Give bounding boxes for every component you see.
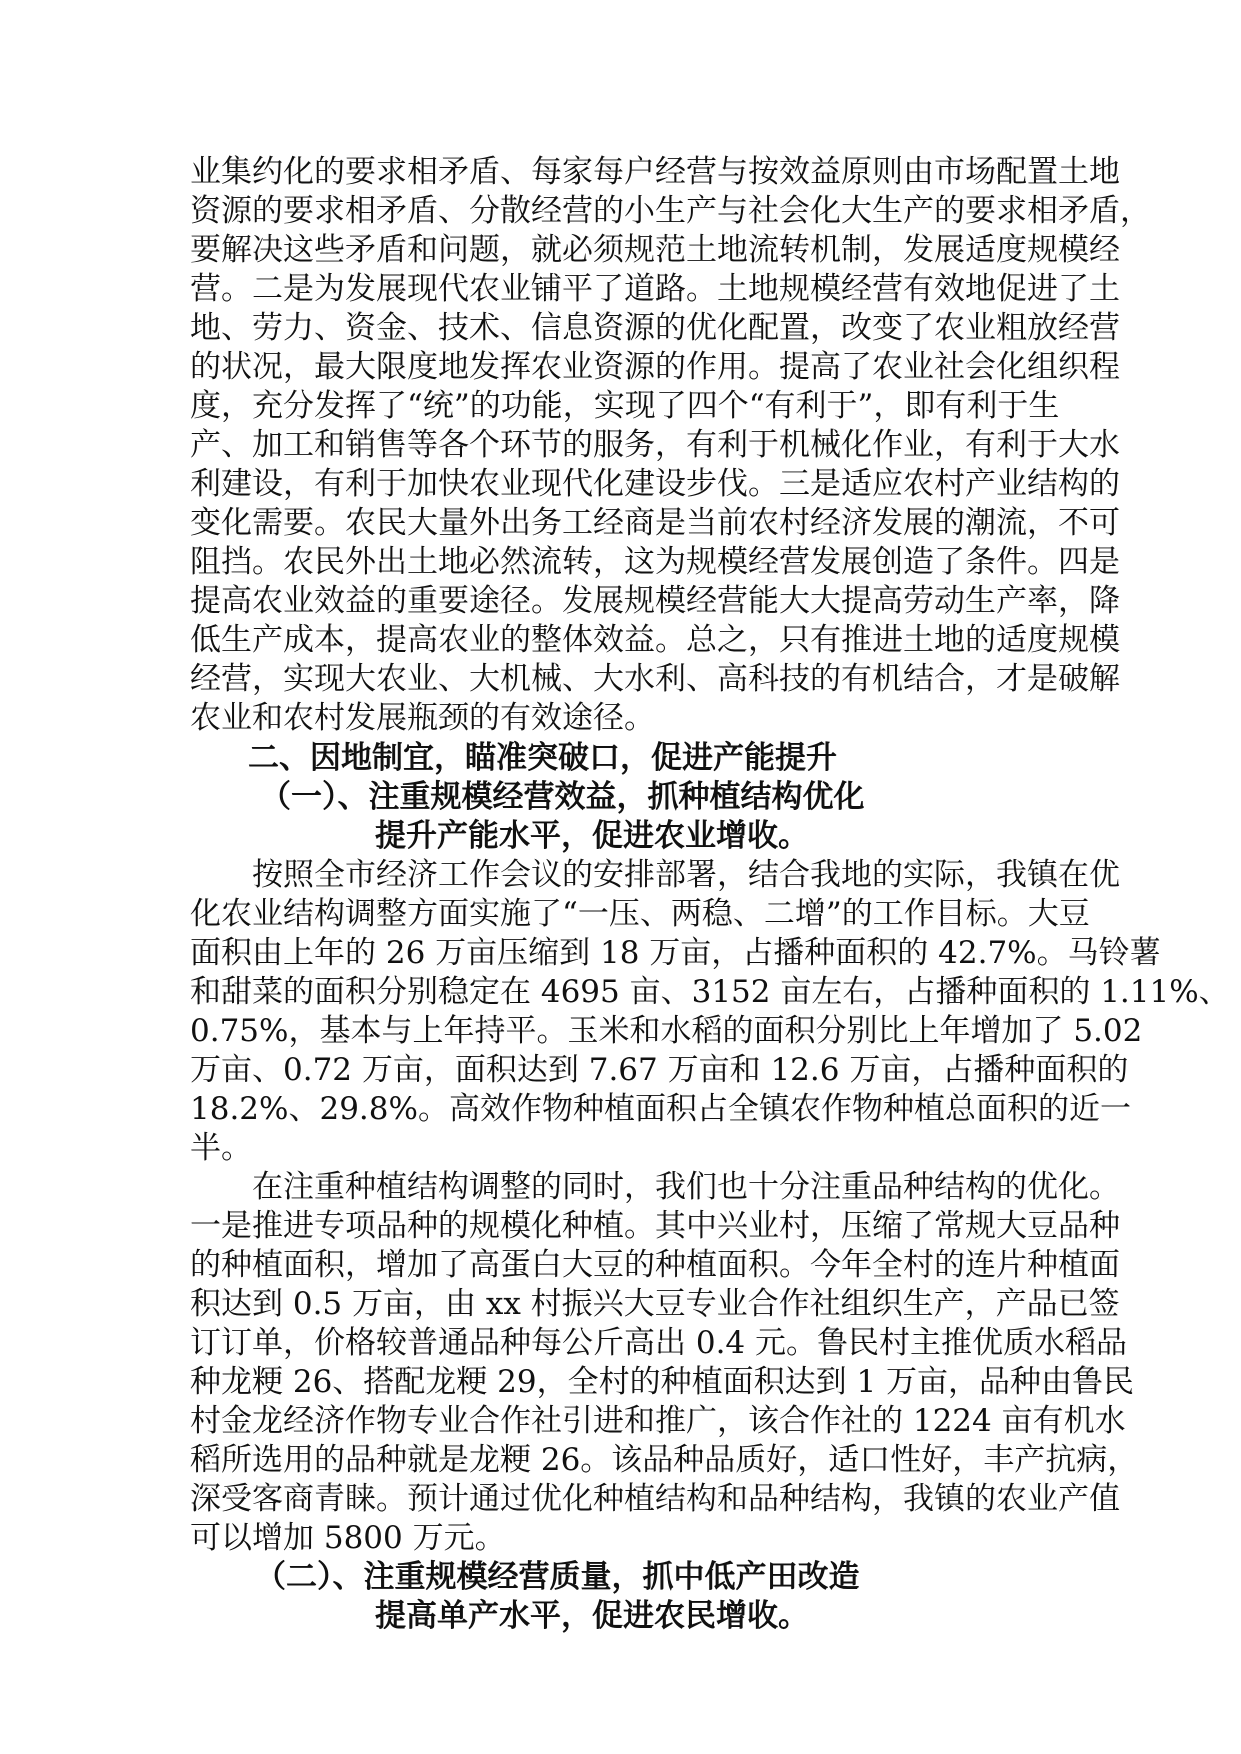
- paragraph-line: 村金龙经济作物专业合作社引进和推广，该合作社的 1224 亩有机水: [190, 1403, 1126, 1439]
- paragraph-line: 利建设，有利于加快农业现代化建设步伐。三是适应农村产业结构的: [190, 466, 1120, 502]
- subsection-heading-line-2: 提升产能水平，促进农业增收。: [375, 818, 809, 854]
- subsection-heading-line-1: （二）、注重规模经营质量，抓中低产田改造: [255, 1559, 860, 1595]
- paragraph-line: 在注重种植结构调整的同时，我们也十分注重品种结构的优化。: [252, 1169, 1120, 1205]
- paragraph-line: 0.75%，基本与上年持平。玉米和水稻的面积分别比上年增加了 5.02: [190, 1013, 1143, 1049]
- paragraph-line: 经营，实现大农业、大机械、大水利、高科技的有机结合，才是破解: [190, 661, 1120, 697]
- paragraph-line: 的种植面积，增加了高蛋白大豆的种植面积。今年全村的连片种植面: [190, 1247, 1120, 1283]
- paragraph-line: 深受客商青睐。预计通过优化种植结构和品种结构，我镇的农业产值: [190, 1481, 1120, 1517]
- paragraph-line: 低生产成本，提高农业的整体效益。总之，只有推进土地的适度规模: [190, 622, 1120, 658]
- paragraph-line: 产、加工和销售等各个环节的服务，有利于机械化作业，有利于大水: [190, 427, 1120, 463]
- paragraph-line: 营。二是为发展现代农业铺平了道路。土地规模经营有效地促进了土: [190, 271, 1120, 307]
- paragraph-line: 提高农业效益的重要途径。发展规模经营能大大提高劳动生产率，降: [190, 583, 1120, 619]
- paragraph-line: 资源的要求相矛盾、分散经营的小生产与社会化大生产的要求相矛盾，: [190, 193, 1151, 229]
- subsection-heading-line-1: （一）、注重规模经营效益，抓种植结构优化: [260, 779, 865, 815]
- paragraph-line: 面积由上年的 26 万亩压缩到 18 万亩，占播种面积的 42.7%。马铃薯: [190, 935, 1161, 971]
- paragraph-line: 的状况，最大限度地发挥农业资源的作用。提高了农业社会化组织程: [190, 349, 1120, 385]
- subsection-heading-line-2: 提高单产水平，促进农民增收。: [375, 1598, 809, 1634]
- paragraph-line: 阻挡。农民外出土地必然流转，这为规模经营发展创造了条件。四是: [190, 544, 1120, 580]
- paragraph-line: 半。: [190, 1130, 252, 1166]
- paragraph-line: 18.2%、29.8%。高效作物种植面积占全镇农作物种植总面积的近一: [190, 1091, 1131, 1127]
- paragraph-line: 种龙粳 26、搭配龙粳 29，全村的种植面积达到 1 万亩，品种由鲁民: [190, 1364, 1135, 1400]
- paragraph-line: 地、劳力、资金、技术、信息资源的优化配置，改变了农业粗放经营: [190, 310, 1120, 346]
- paragraph-line: 万亩、0.72 万亩，面积达到 7.67 万亩和 12.6 万亩，占播种面积的: [190, 1052, 1129, 1088]
- section-heading: 二、因地制宜，瞄准突破口，促进产能提升: [248, 740, 837, 776]
- paragraph-line: 按照全市经济工作会议的安排部署，结合我地的实际，我镇在优: [252, 857, 1120, 893]
- paragraph-line: 可以增加 5800 万元。: [190, 1520, 506, 1556]
- paragraph-line: 稻所选用的品种就是龙粳 26。该品种品质好，适口性好，丰产抗病，: [190, 1442, 1139, 1478]
- paragraph-line: 化农业结构调整方面实施了“一压、两稳、二增”的工作目标。大豆: [190, 896, 1090, 932]
- paragraph-line: 度，充分发挥了“统”的功能，实现了四个“有利于”，即有利于生: [190, 388, 1060, 424]
- paragraph-line: 要解决这些矛盾和问题，就必须规范土地流转机制，发展适度规模经: [190, 232, 1120, 268]
- paragraph-line: 一是推进专项品种的规模化种植。其中兴业村，压缩了常规大豆品种: [190, 1208, 1120, 1244]
- paragraph-line: 业集约化的要求相矛盾、每家每户经营与按效益原则由市场配置土地: [190, 154, 1120, 190]
- paragraph-line: 积达到 0.5 万亩，由 xx 村振兴大豆专业合作社组织生产，产品已签: [190, 1286, 1120, 1322]
- paragraph-line: 订订单，价格较普通品种每公斤高出 0.4 元。鲁民村主推优质水稻品: [190, 1325, 1128, 1361]
- paragraph-line: 农业和农村发展瓶颈的有效途径。: [190, 700, 655, 736]
- paragraph-line: 变化需要。农民大量外出务工经商是当前农村经济发展的潮流，不可: [190, 505, 1120, 541]
- paragraph-line: 和甜菜的面积分别稳定在 4695 亩、3152 亩左右，占播种面积的 1.11%、: [190, 974, 1230, 1010]
